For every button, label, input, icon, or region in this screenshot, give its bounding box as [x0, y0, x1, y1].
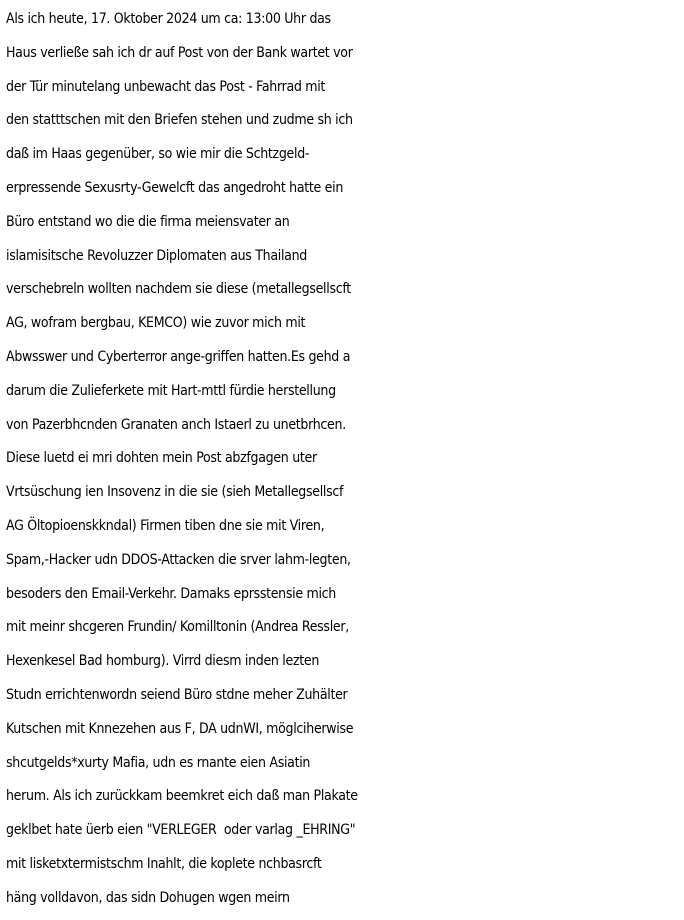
text-line-23: shcutgelds*xurty Mafia, udn es rnante eien Asiatin	[6, 754, 311, 771]
text-line-1: Als ich heute, 17. Oktober 2024 um ca: 13:00 Uhr das	[6, 11, 331, 27]
text-line-2: Haus verließe sah ich dr auf Post von der Bank wartet vor	[6, 44, 353, 61]
text-line-6: erpressende Sexusrty-Gewelcft das angedroht hatte ein	[6, 179, 344, 196]
text-line-11: Abwsswer und Cyberterror ange-griffen hatten.Es gehd a	[6, 348, 351, 365]
text-line-13: von Pazerbhcnden Granaten anch Istaerl zu unetbrhcen.	[6, 416, 346, 433]
text-line-10: AG, wofram bergbau, KEMCO) wie zuvor mich mit	[6, 315, 306, 332]
text-line-17: Spam,-Hacker udn DDOS-Attacken die srver lahm-legten,	[6, 551, 351, 568]
text-line-26: mit lisketxtermistschm Inahlt, die koplete nchbasrcft	[6, 855, 322, 872]
text-line-24: herum. Als ich zurückkam beemkret eich daß man Plakate	[6, 788, 358, 805]
text-line-21: Studn errichtenwordn seiend Büro stdne meher Zuhälter	[6, 686, 348, 703]
text-line-16: AG Öltopioenskkndal) Firmen tiben dne sie mit Viren,	[6, 517, 325, 534]
text-line-15: Vrtsüschung ien Insovenz in die sie (sieh Metallegsellscf	[6, 484, 344, 501]
text-line-22: Kutschen mit Knnezehen aus F, DA udnWI, möglciherwise	[6, 720, 354, 737]
text-line-25: geklbet hate üerb eien "VERLEGER oder varlag _EHRING"	[6, 822, 356, 839]
text-line-8: islamisitsche Revoluzzer Diplomaten aus Thailand	[6, 247, 307, 264]
text-line-7: Büro entstand wo die die firma meiensvater an	[6, 213, 290, 230]
text-line-5: daß im Haas gegenüber, so wie mir die Schtzgeld-	[6, 146, 310, 163]
text-line-4: den statttschen mit den Briefen stehen und zudme sh ich	[6, 112, 353, 129]
text-line-12: darum die Zulieferkete mit Hart-mttl fürdie herstellung	[6, 382, 336, 399]
text-line-9: verschebreln wollten nachdem sie diese (metallegsellscft	[6, 281, 351, 298]
text-line-3: der Tür minutelang unbewacht das Post - Fahrrad mit	[6, 78, 326, 95]
text-line-20: Hexenkesel Bad homburg). Virrd diesm inden lezten	[6, 653, 320, 670]
text-line-27: häng volldavon, das sidn Dohugen wgen meirn	[6, 889, 290, 906]
text-line-14: Diese luetd ei mri dohten mein Post abzfgagen uter	[6, 450, 317, 467]
text-line-18: besoders den Email-Verkehr. Damaks eprsstensie mich	[6, 585, 336, 602]
text-line-19: mit meinr shcgeren Frundin/ Komilltonin (Andrea Ressler,	[6, 619, 349, 636]
